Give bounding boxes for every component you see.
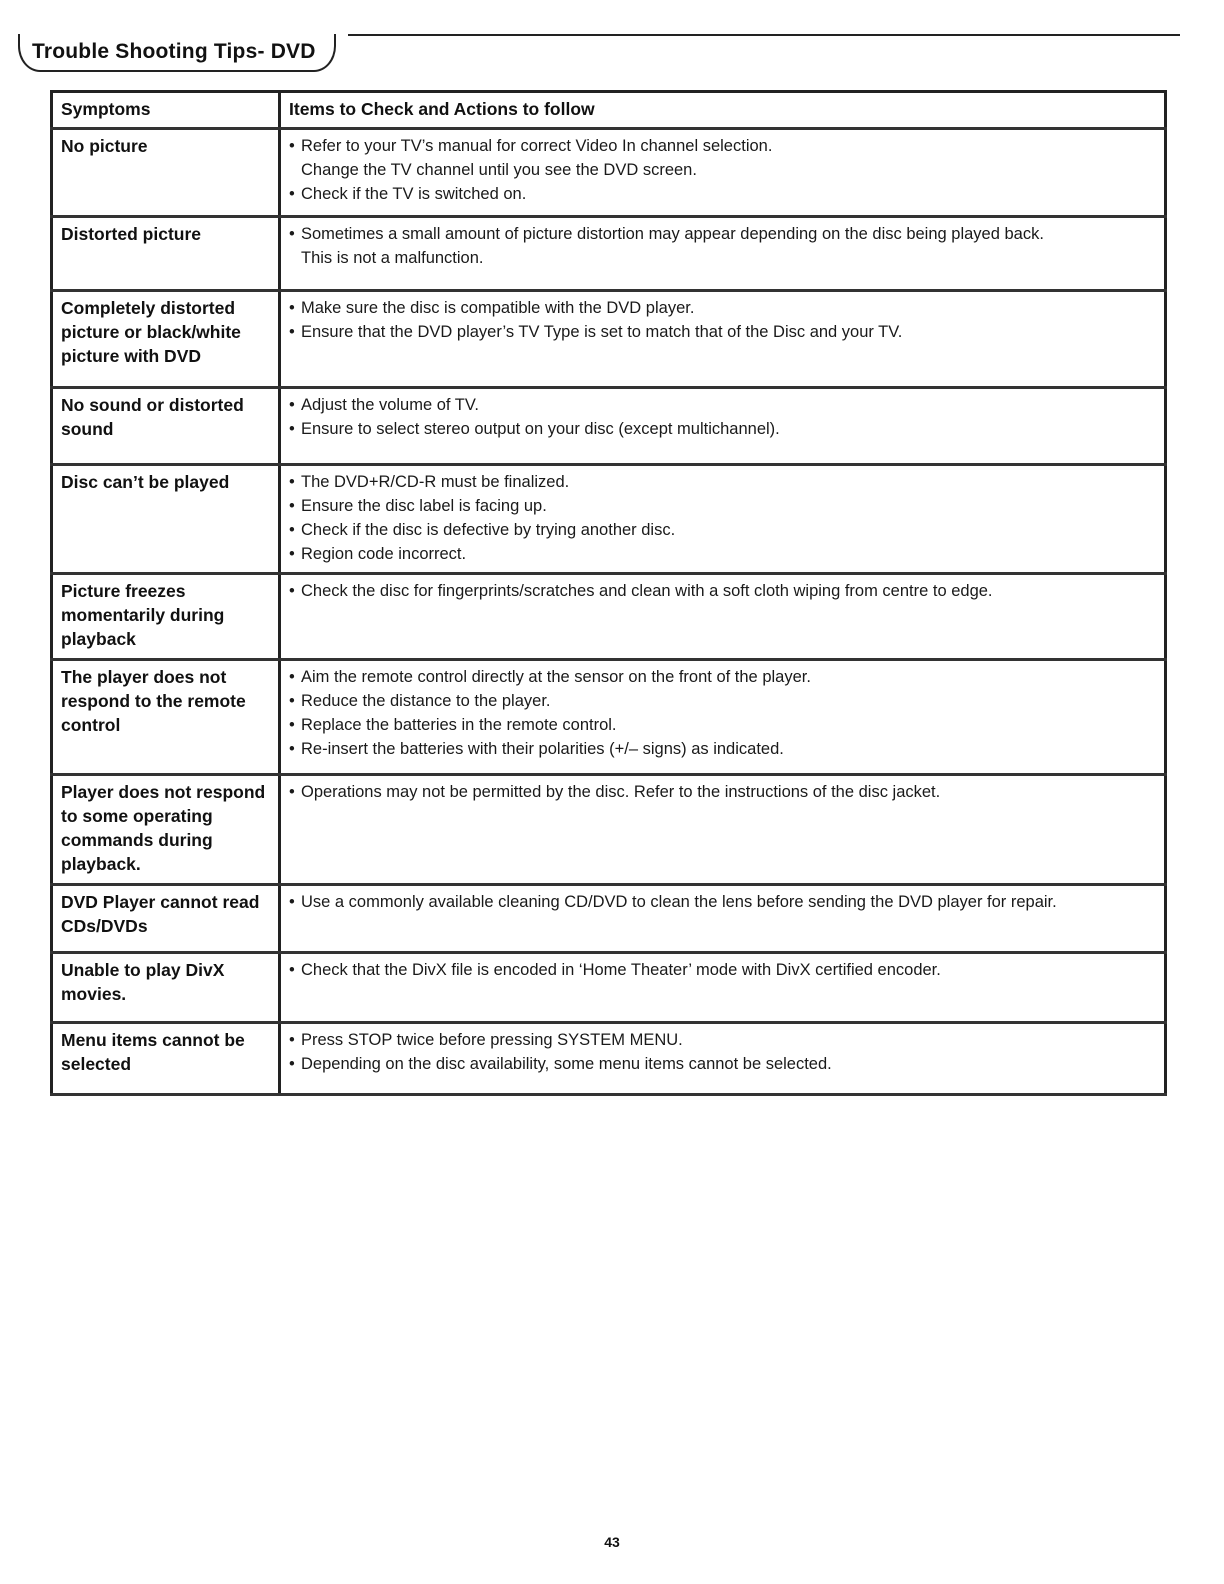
- action-item: • Press STOP twice before pressing SYSTEM MENU.: [289, 1031, 683, 1049]
- header-rule: [348, 34, 1180, 36]
- table-row: [52, 574, 1166, 660]
- action-item: • Adjust the volume of TV.: [289, 396, 479, 414]
- action-item: • Refer to your TV’s manual for correct Video In channel selection.: [289, 137, 773, 155]
- action-continuation: This is not a malfunction.: [301, 249, 484, 267]
- actions-cell: [280, 217, 1166, 291]
- actions-cell: [280, 574, 1166, 660]
- symptom-cell: Unable to play DivX movies.: [52, 953, 280, 1023]
- table-row: [52, 775, 1166, 885]
- actions-cell: [280, 775, 1166, 885]
- actions-cell: [280, 953, 1166, 1023]
- symptom-cell: Menu items cannot be selected: [52, 1023, 280, 1095]
- table-row: [52, 217, 1166, 291]
- action-item: • Reduce the distance to the player.: [289, 692, 551, 710]
- table-row: [52, 1023, 1166, 1095]
- action-continuation: Change the TV channel until you see the DVD screen.: [301, 161, 697, 179]
- column-header-symptoms: Symptoms: [52, 92, 280, 129]
- table-row: [52, 660, 1166, 775]
- page-number: 43: [604, 1534, 620, 1550]
- action-item: • Replace the batteries in the remote control.: [289, 716, 617, 734]
- symptom-cell: DVD Player cannot read CDs/DVDs: [52, 885, 280, 953]
- actions-cell: [280, 885, 1166, 953]
- symptom-cell: Player does not respond to some operating commands during playback.: [52, 775, 280, 885]
- symptom-cell: Completely distorted picture or black/white picture with DVD: [52, 291, 280, 388]
- symptom-cell: Distorted picture: [52, 217, 280, 291]
- action-item: • Ensure that the DVD player’s TV Type is set to match that of the Disc and your TV.: [289, 323, 903, 341]
- action-item: • Aim the remote control directly at the sensor on the front of the player.: [289, 668, 811, 686]
- symptom-cell: No picture: [52, 129, 280, 217]
- action-item: • Operations may not be permitted by the disc. Refer to the instructions of the disc jacket.: [289, 783, 941, 801]
- symptom-cell: The player does not respond to the remote control: [52, 660, 280, 775]
- action-item: • Depending on the disc availability, some menu items cannot be selected.: [289, 1055, 832, 1073]
- table-header-row: [52, 92, 1166, 129]
- table-row: [52, 465, 1166, 574]
- action-item: • Sometimes a small amount of picture distortion may appear depending on the disc being played back.: [289, 225, 1044, 243]
- action-item: • Ensure to select stereo output on your disc (except multichannel).: [289, 420, 780, 438]
- actions-cell: [280, 1023, 1166, 1095]
- action-item: • Check if the disc is defective by trying another disc.: [289, 521, 676, 539]
- symptom-cell: Disc can’t be played: [52, 465, 280, 574]
- action-item: • Make sure the disc is compatible with the DVD player.: [289, 299, 695, 317]
- action-item: • Check that the DivX file is encoded in ‘Home Theater’ mode with DivX certified encoder.: [289, 961, 941, 979]
- action-item: • The DVD+R/CD-R must be finalized.: [289, 473, 570, 491]
- table-row: [52, 885, 1166, 953]
- action-item: • Re-insert the batteries with their polarities (+/– signs) as indicated.: [289, 740, 784, 758]
- actions-cell: [280, 388, 1166, 465]
- page-title: Trouble Shooting Tips- DVD: [18, 34, 336, 72]
- action-item: • Region code incorrect.: [289, 545, 467, 563]
- table-row: [52, 129, 1166, 217]
- column-header-actions: Items to Check and Actions to follow: [280, 92, 1166, 129]
- table-row: [52, 291, 1166, 388]
- action-item: • Check if the TV is switched on.: [289, 185, 527, 203]
- action-item: • Ensure the disc label is facing up.: [289, 497, 547, 515]
- page-header: [18, 30, 1180, 74]
- symptom-cell: No sound or distorted sound: [52, 388, 280, 465]
- actions-cell: [280, 660, 1166, 775]
- table-row: [52, 953, 1166, 1023]
- table-row: [52, 388, 1166, 465]
- action-item: • Use a commonly available cleaning CD/DVD to clean the lens before sending the DVD player for repair.: [289, 893, 1057, 911]
- actions-cell: [280, 129, 1166, 217]
- symptom-cell: Picture freezes momentarily during playback: [52, 574, 280, 660]
- actions-cell: [280, 291, 1166, 388]
- actions-cell: [280, 465, 1166, 574]
- action-item: • Check the disc for fingerprints/scratches and clean with a soft cloth wiping from centre to edge.: [289, 582, 993, 600]
- troubleshooting-table: [50, 90, 1167, 1096]
